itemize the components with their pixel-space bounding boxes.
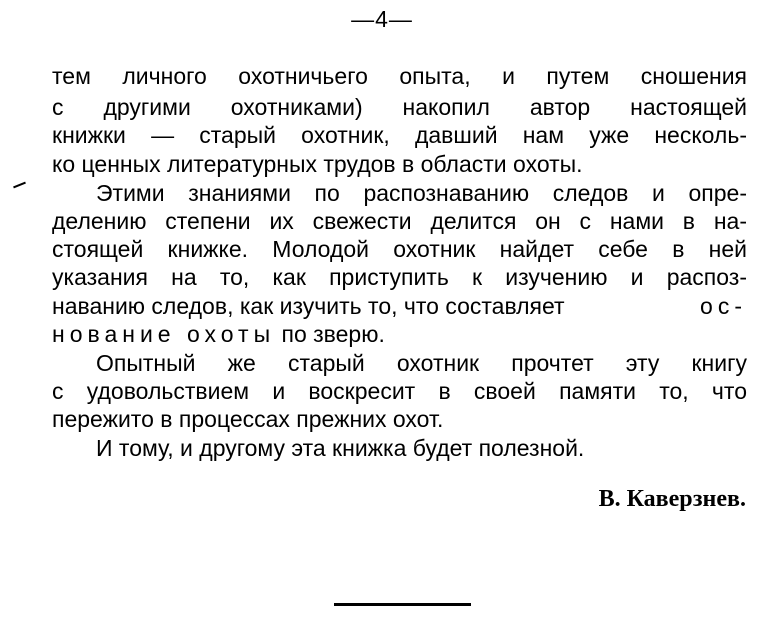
text-line-11: Опытный же старый охотник прочтет эту книгу	[96, 350, 747, 376]
horizontal-rule	[334, 603, 471, 606]
text-line-9	[52, 292, 747, 320]
stray-mark	[13, 182, 26, 189]
text-line-1: тем личного охотничьего опыта, и путем сношения	[52, 63, 747, 89]
text-line-10	[52, 320, 747, 348]
text-line-12: с удовольствием и воскресит в своей памяти то, что	[52, 378, 747, 404]
text-line-4: ко ценных литературных трудов в области охоты.	[52, 151, 583, 177]
text-line-3: книжки — старый охотник, давший нам уже несколь-	[52, 122, 747, 148]
text-line-7: стоящей книжке. Молодой охотник найдет себе в ней	[52, 236, 747, 262]
signature: В. Каверзнев.	[598, 486, 746, 512]
text-line-5: Этими знаниями по распознаванию следов и опре-	[96, 180, 747, 206]
text-line-14: И тому, и другому эта книжка будет полезной.	[96, 435, 585, 461]
text-line-9-main: наванию следов, как изучить то, что составляет	[52, 293, 565, 319]
text-line-9-spaced: ос-	[700, 293, 747, 319]
text-line-10-rest: по зверю.	[281, 321, 385, 347]
text-line-13: пережито в процессах прежних охот.	[52, 406, 444, 432]
text-line-10-spaced: нование охоты	[52, 321, 276, 347]
text-line-8: указания на то, как приступить к изучению и распоз-	[52, 264, 747, 290]
text-line-2: с другими охотниками) накопил автор настоящей	[52, 94, 747, 120]
text-line-6: делению степени их свежести делится он с нами в на-	[52, 208, 747, 234]
page-number: —4—	[351, 6, 413, 32]
